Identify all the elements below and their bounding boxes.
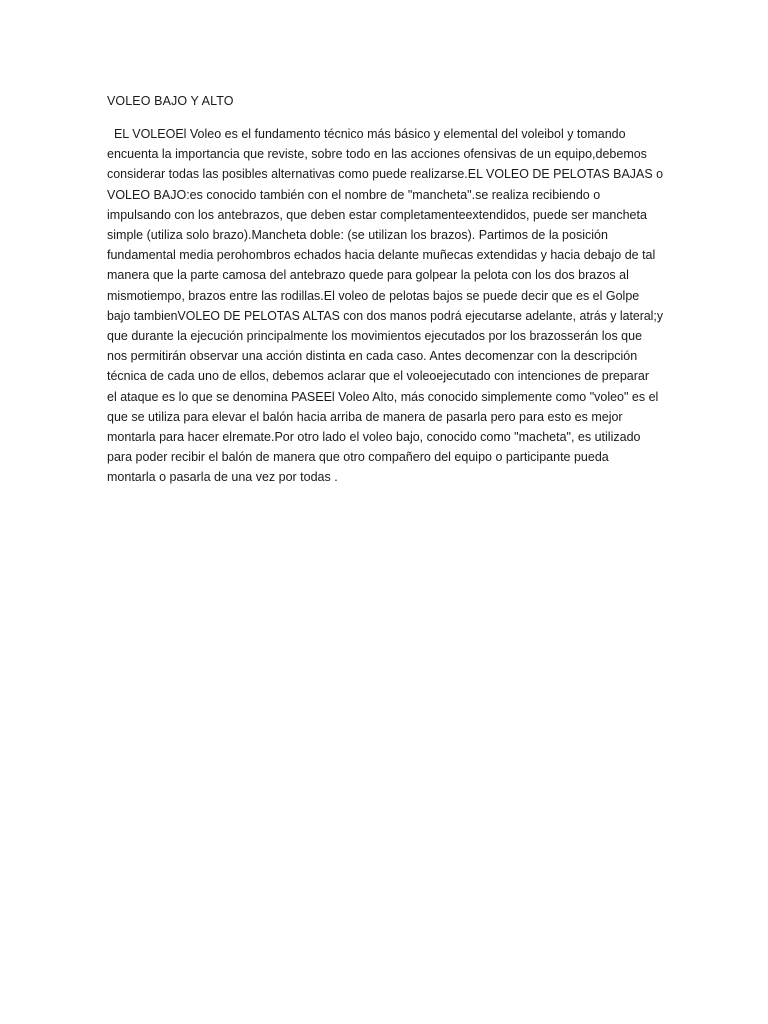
body-line: nos permitirán observar una acción distinta en cada caso. Antes decomenzar con la descripción — [107, 349, 638, 364]
body-line: EL VOLEOEl Voleo es el fundamento técnico más básico y elemental del voleibol y tomando — [107, 127, 626, 141]
body-line: el ataque es lo que se denomina PASEEl Voleo Alto, más conocido simplemente como "voleo" es el — [107, 389, 659, 404]
body-line: técnica de cada uno de ellos, debemos aclarar que el voleoejecutado con intenciones de preparar — [107, 369, 650, 384]
document-title: VOLEO BAJO Y ALTO — [107, 94, 234, 108]
body-line: impulsando con los antebrazos, que deben estar completamenteextendidos, puede ser mancheta — [107, 207, 647, 222]
body-line: manera que la parte camosa del antebrazo quede para golpear la pelota con los dos brazos al — [107, 268, 629, 283]
body-line: fundamental media perohombros echados hacia delante muñecas extendidas y hacia debajo de tal — [107, 248, 656, 263]
body-line: VOLEO BAJO:es conocido también con el nombre de "mancheta".se realiza recibiendo o — [107, 187, 601, 202]
document-body — [107, 124, 663, 488]
body-line: mismotiempo, brazos entre las rodillas.El voleo de pelotas bajos se puede decir que es el Golpe — [107, 288, 640, 303]
body-line: encuenta la importancia que reviste, sobre todo en las acciones ofensivas de un equipo,debemos — [107, 147, 647, 162]
body-line: considerar todas las posibles alternativas como puede realizarse.EL VOLEO DE PELOTAS BAJAS o — [107, 167, 664, 182]
body-line: montarla o pasarla de una vez por todas . — [107, 470, 338, 485]
body-line: para poder recibir el balón de manera que otro compañero del equipo o participante pueda — [107, 450, 609, 465]
body-line: simple (utiliza solo brazo).Mancheta doble: (se utilizan los brazos). Partimos de la posición — [107, 228, 608, 243]
body-line: que se utiliza para elevar el balón hacia arriba de manera de pasarla pero para esto es mejor — [107, 409, 623, 424]
body-line: bajo tambienVOLEO DE PELOTAS ALTAS con dos manos podrá ejecutarse adelante, atrás y lateral;y — [107, 308, 664, 323]
body-line: montarla para hacer elremate.Por otro lado el voleo bajo, conocido como "macheta", es utilizado — [107, 430, 641, 445]
body-line: que durante la ejecución principalmente los movimientos ejecutados por los brazosserán los que — [107, 329, 643, 344]
